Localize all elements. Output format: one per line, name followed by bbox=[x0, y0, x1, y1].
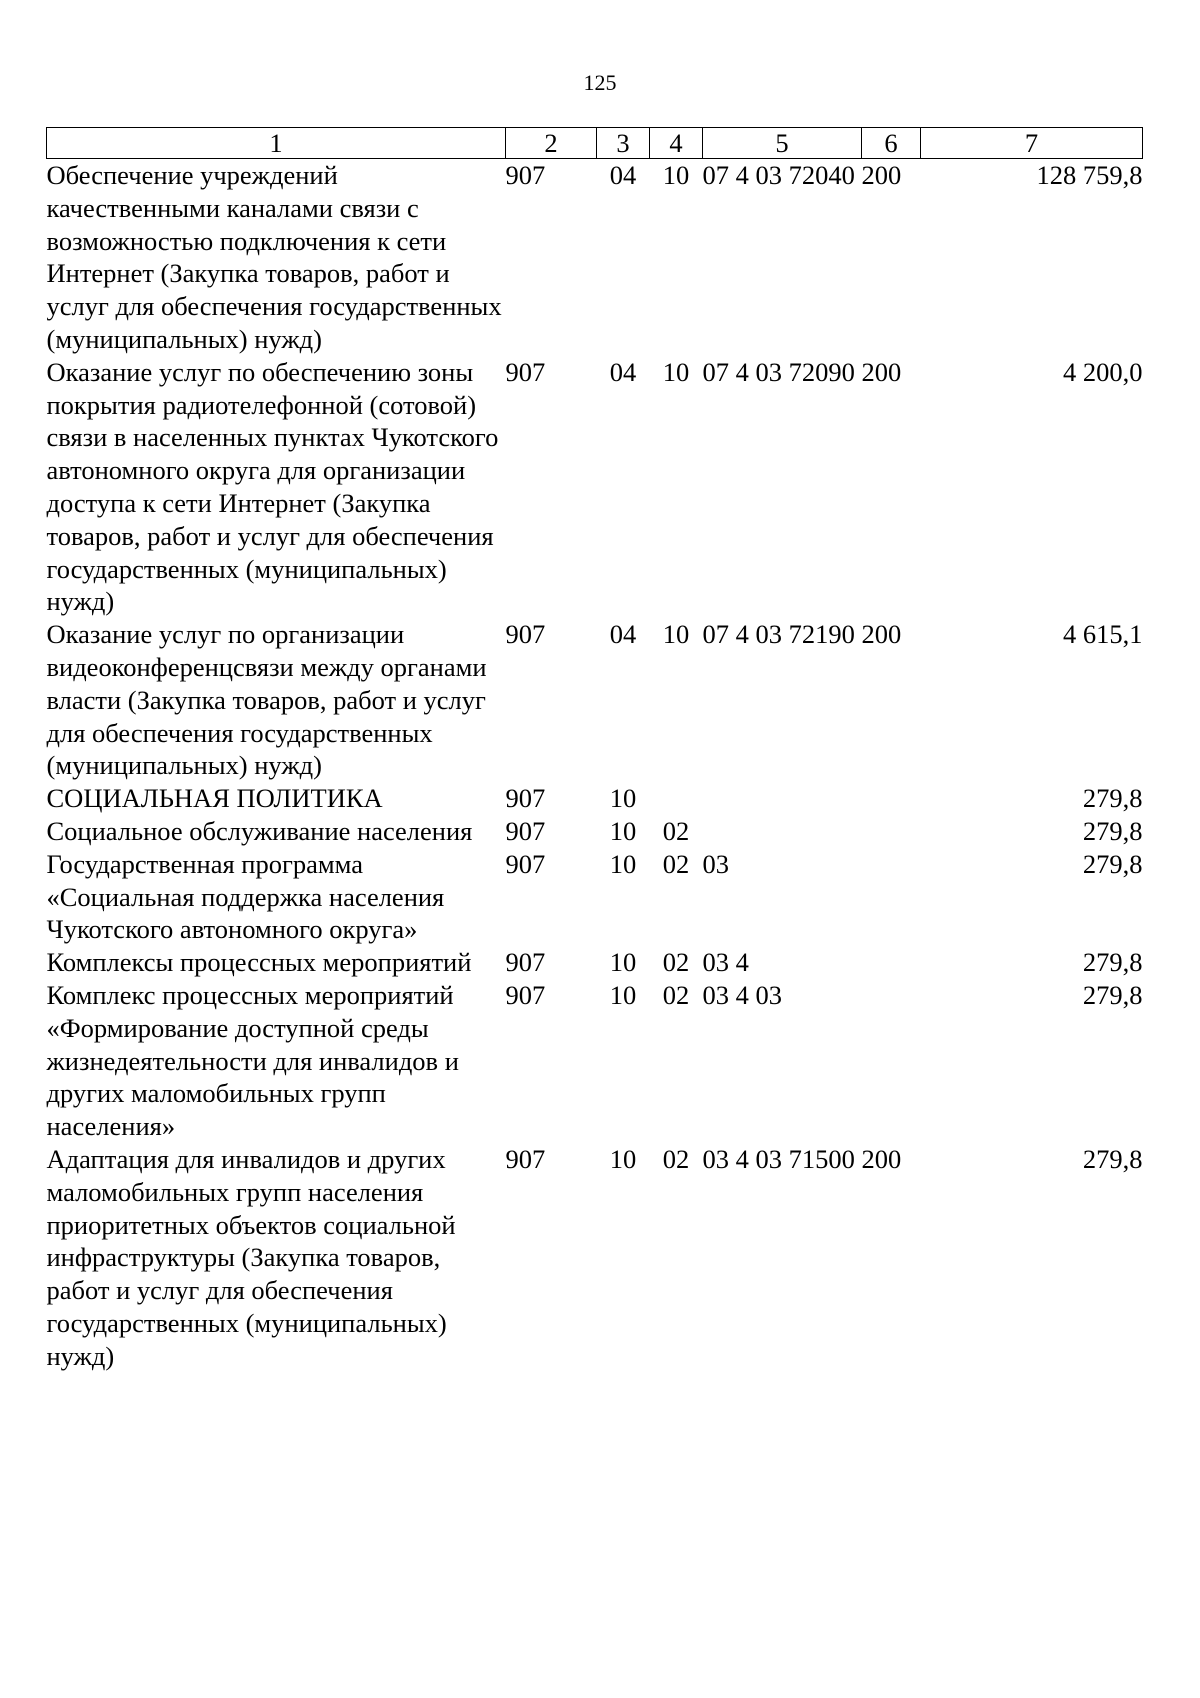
row-gr: 907 bbox=[505, 815, 546, 846]
row-rz: 04 bbox=[609, 619, 637, 650]
row-vr bbox=[862, 782, 921, 815]
row-sum: 279,8 bbox=[1082, 979, 1143, 1010]
col-header-6: 6 bbox=[862, 128, 921, 159]
row-rz: 10 bbox=[609, 815, 637, 846]
row-name: СОЦИАЛЬНАЯ ПОЛИТИКА bbox=[46, 783, 383, 814]
table-row bbox=[47, 1143, 1143, 1373]
row-gr: 907 bbox=[505, 1143, 546, 1174]
row-name: Адаптация для инвалидов и других маломобильных групп населения приоритетных объектов социальной инфраструктуры (Закупка товаров, работ и услуг для обеспечения государственных (муниципальных) нужд) bbox=[46, 1143, 456, 1371]
row-rz: 10 bbox=[609, 848, 637, 879]
table-row bbox=[47, 618, 1143, 782]
row-name: Социальное обслуживание населения bbox=[46, 815, 473, 846]
row-name: Обеспечение учреждений качественными каналами связи с возможностью подключения к сети Интернет (Закупка товаров, работ и услуг для обеспечения государственных (муниципальных) нужд) bbox=[46, 160, 502, 354]
row-rz: 10 bbox=[609, 1143, 637, 1174]
row-csr: 03 4 03 bbox=[702, 979, 782, 1010]
row-pr: 02 bbox=[662, 848, 690, 879]
row-rz: 10 bbox=[609, 947, 637, 978]
row-pr: 02 bbox=[662, 979, 690, 1010]
col-header-4: 4 bbox=[650, 128, 703, 159]
row-csr: 03 bbox=[702, 848, 729, 879]
budget-table bbox=[46, 127, 1143, 1372]
header-row bbox=[47, 128, 1143, 159]
row-name: Государственная программа «Социальная поддержка населения Чукотского автономного округа» bbox=[46, 848, 445, 945]
row-sum: 4 615,1 bbox=[1063, 619, 1143, 650]
row-gr: 907 bbox=[505, 848, 546, 879]
row-vr bbox=[862, 946, 921, 979]
page-number: 125 bbox=[583, 70, 617, 95]
row-vr: 200 bbox=[861, 356, 902, 387]
row-csr: 07 4 03 72190 bbox=[702, 619, 855, 650]
row-gr: 907 bbox=[505, 619, 546, 650]
row-csr: 07 4 03 72090 bbox=[702, 356, 855, 387]
row-pr: 02 bbox=[662, 1143, 690, 1174]
row-pr: 02 bbox=[662, 815, 690, 846]
row-gr: 907 bbox=[505, 783, 546, 814]
row-vr bbox=[862, 848, 921, 946]
row-name: Комплекс процессных мероприятий «Формирование доступной среды жизнедеятельности для инвалидов и других маломобильных групп населения» bbox=[46, 979, 459, 1142]
row-name: Комплексы процессных мероприятий bbox=[46, 947, 472, 978]
row-sum: 279,8 bbox=[1082, 947, 1143, 978]
row-vr: 200 bbox=[861, 160, 902, 190]
table-row bbox=[47, 356, 1143, 618]
row-gr: 907 bbox=[505, 356, 546, 387]
row-sum: 4 200,0 bbox=[1063, 356, 1143, 387]
row-rz: 04 bbox=[609, 160, 637, 190]
table-row bbox=[47, 815, 1143, 848]
table-row bbox=[47, 159, 1143, 356]
row-pr: 10 bbox=[662, 356, 690, 387]
row-pr: 10 bbox=[662, 619, 690, 650]
col-header-3: 3 bbox=[597, 128, 650, 159]
row-vr bbox=[862, 815, 921, 848]
row-pr bbox=[650, 782, 703, 815]
row-csr bbox=[703, 815, 862, 848]
row-sum: 279,8 bbox=[1082, 848, 1143, 879]
row-csr: 03 4 03 71500 bbox=[702, 1143, 855, 1174]
table-row bbox=[47, 848, 1143, 946]
col-header-5: 5 bbox=[703, 128, 862, 159]
row-gr: 907 bbox=[505, 947, 546, 978]
col-header-2: 2 bbox=[506, 128, 597, 159]
row-vr bbox=[862, 979, 921, 1143]
row-gr: 907 bbox=[505, 979, 546, 1010]
row-rz: 10 bbox=[609, 979, 637, 1010]
col-header-7: 7 bbox=[921, 128, 1143, 159]
row-gr: 907 bbox=[505, 160, 546, 190]
row-pr: 10 bbox=[662, 160, 690, 190]
row-rz: 04 bbox=[609, 356, 637, 387]
row-sum: 279,8 bbox=[1082, 783, 1143, 814]
col-header-1: 1 bbox=[47, 128, 506, 159]
row-csr: 07 4 03 72040 bbox=[702, 160, 855, 190]
table-row bbox=[47, 979, 1143, 1143]
row-sum: 279,8 bbox=[1082, 1143, 1143, 1174]
row-csr bbox=[703, 782, 862, 815]
row-pr: 02 bbox=[662, 947, 690, 978]
row-name: Оказание услуг по обеспечению зоны покрытия радиотелефонной (сотовой) связи в населенных пунктах Чукотского автономного округа для организации доступа к сети Интернет (Закупка товаров, работ и услуг для обеспечения государственных (муниципальных) нужд) bbox=[46, 356, 499, 617]
row-vr: 200 bbox=[861, 619, 902, 650]
row-vr: 200 bbox=[861, 1143, 902, 1174]
table-row bbox=[47, 782, 1143, 815]
row-sum: 128 759,8 bbox=[1036, 160, 1143, 190]
row-csr: 03 4 bbox=[702, 947, 749, 978]
table-row bbox=[47, 946, 1143, 979]
row-rz: 10 bbox=[609, 783, 637, 814]
row-sum: 279,8 bbox=[1082, 815, 1143, 846]
row-name: Оказание услуг по организации видеоконференцсвязи между органами власти (Закупка товаров, работ и услуг для обеспечения государственных (муниципальных) нужд) bbox=[46, 619, 487, 781]
